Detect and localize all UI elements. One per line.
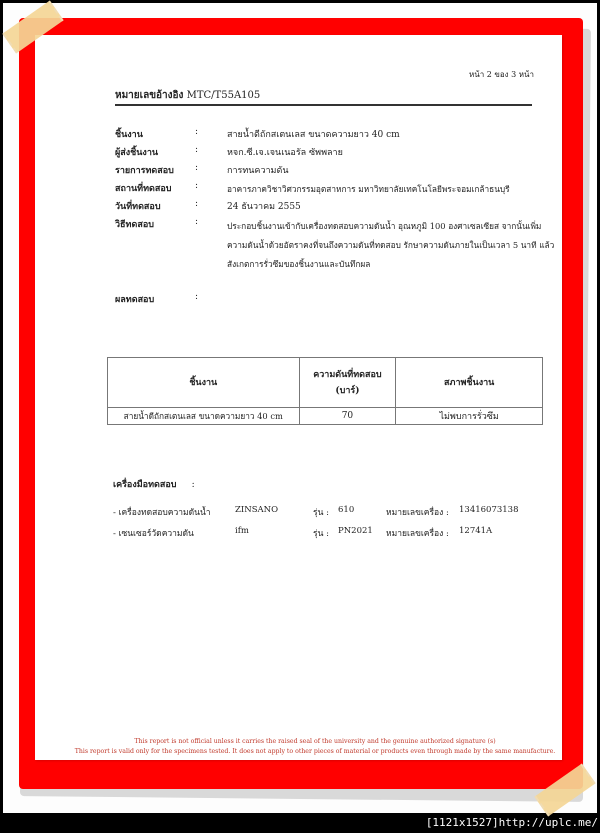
field-colon: : <box>195 292 199 302</box>
field-value: การทนความดัน <box>227 166 289 176</box>
tool-name: - เซนเซอร์วัดความดัน <box>113 529 194 539</box>
tools-colon: : <box>191 480 195 490</box>
tools-title: เครื่องมือทดสอบ <box>113 480 177 490</box>
field-label: วิธีทดสอบ <box>115 220 154 230</box>
tool-serial: 13416073138 <box>459 505 519 515</box>
header-pressure-line1: ความดันที่ทดสอบ <box>313 369 382 380</box>
tool-serial-label: หมายเลขเครื่อง : <box>386 529 449 539</box>
field-value: อาคารภาควิชาวิศวกรรมอุตสาหการ มหาวิทยาลัยเทคโนโลยีพระจอมเกล้าธนบุรี <box>227 184 510 194</box>
tool-brand: ifm <box>235 526 249 536</box>
header-pressure <box>299 358 396 408</box>
tools-heading <box>113 477 195 491</box>
table-row <box>108 408 543 425</box>
field-colon: : <box>195 145 199 155</box>
field-sender <box>115 145 555 163</box>
test-info-fields <box>115 127 555 310</box>
tool-serial-label: หมายเลขเครื่อง : <box>386 508 449 518</box>
field-test-location <box>115 181 555 199</box>
page-number: หน้า 2 ของ 3 หน้า <box>469 70 534 79</box>
field-test-item <box>115 163 555 181</box>
field-value: 24 ธันวาคม 2555 <box>227 202 301 212</box>
field-value: สายน้ำดีถักสเตนเลส ขนาดความยาว 40 cm <box>227 130 400 140</box>
reference-number <box>115 88 260 103</box>
field-colon: : <box>195 163 199 173</box>
footer-line-2: This report is valid only for the specimens tested. It does not apply to other pieces of material or products even through made by the same manufacture. <box>74 748 556 755</box>
field-label: สถานที่ทดสอบ <box>115 184 172 194</box>
cell-pressure: 70 <box>299 408 396 425</box>
field-label: ชิ้นงาน <box>115 130 143 140</box>
field-test-result <box>115 292 555 310</box>
field-value: หจก.ซี.เจ.เจนเนอรัล ซัพพลาย <box>227 148 343 158</box>
cell-specimen: สายน้ำดีถักสเตนเลส ขนาดความยาว 40 cm <box>108 408 300 425</box>
field-colon: : <box>195 217 199 227</box>
tool-model-label: รุ่น : <box>313 529 329 539</box>
result-table <box>107 357 543 425</box>
field-colon: : <box>195 127 199 137</box>
tool-serial: 12741A <box>459 526 493 536</box>
reference-label: หมายเลขอ้างอิง <box>115 90 184 101</box>
cell-condition: ไม่พบการรั่วซึม <box>396 408 543 425</box>
field-label: รายการทดสอบ <box>115 166 174 176</box>
header-condition: สภาพชิ้นงาน <box>396 358 543 408</box>
reference-value: MTC/T55A105 <box>186 90 261 101</box>
header-specimen: ชิ้นงาน <box>108 358 300 408</box>
field-label: ผู้ส่งชิ้นงาน <box>115 148 159 158</box>
table-header-row <box>108 358 543 408</box>
field-colon: : <box>195 181 199 191</box>
field-test-date <box>115 199 555 217</box>
footer-line-1: This report is not official unless it carries the raised seal of the university and the genuine authorized signature (s) <box>134 738 496 745</box>
field-test-method <box>115 217 555 279</box>
tool-model: PN2021 <box>338 526 373 536</box>
tool-model-label: รุ่น : <box>313 508 329 518</box>
header-divider <box>115 104 532 106</box>
tool-brand: ZINSANO <box>235 505 279 515</box>
footer-disclaimer <box>60 737 570 757</box>
image-host-watermark: [1121x1527]http://uplc.me/ <box>425 816 598 829</box>
field-label: วันที่ทดสอบ <box>115 202 161 212</box>
field-value: ประกอบชิ้นงานเข้ากับเครื่องทดสอบความดันน้ำ อุณหภูมิ 100 องศาเซลเซียส จากนั้นเพิ่มความดันน้ำด้วยอัตราคงที่จนถึงความดันที่ทดสอบ รักษาความดันภายในเป็นเวลา 5 นาที แล้วสังเกตการรั่วซึมของชิ้นงานและบันทึกผล <box>227 221 555 269</box>
tool-name: - เครื่องทดสอบความดันน้ำ <box>113 508 211 518</box>
header-pressure-line2: (บาร์) <box>335 385 360 396</box>
field-label: ผลทดสอบ <box>115 295 155 305</box>
tool-model: 610 <box>338 505 355 515</box>
field-specimen <box>115 127 555 145</box>
field-colon: : <box>195 199 199 209</box>
